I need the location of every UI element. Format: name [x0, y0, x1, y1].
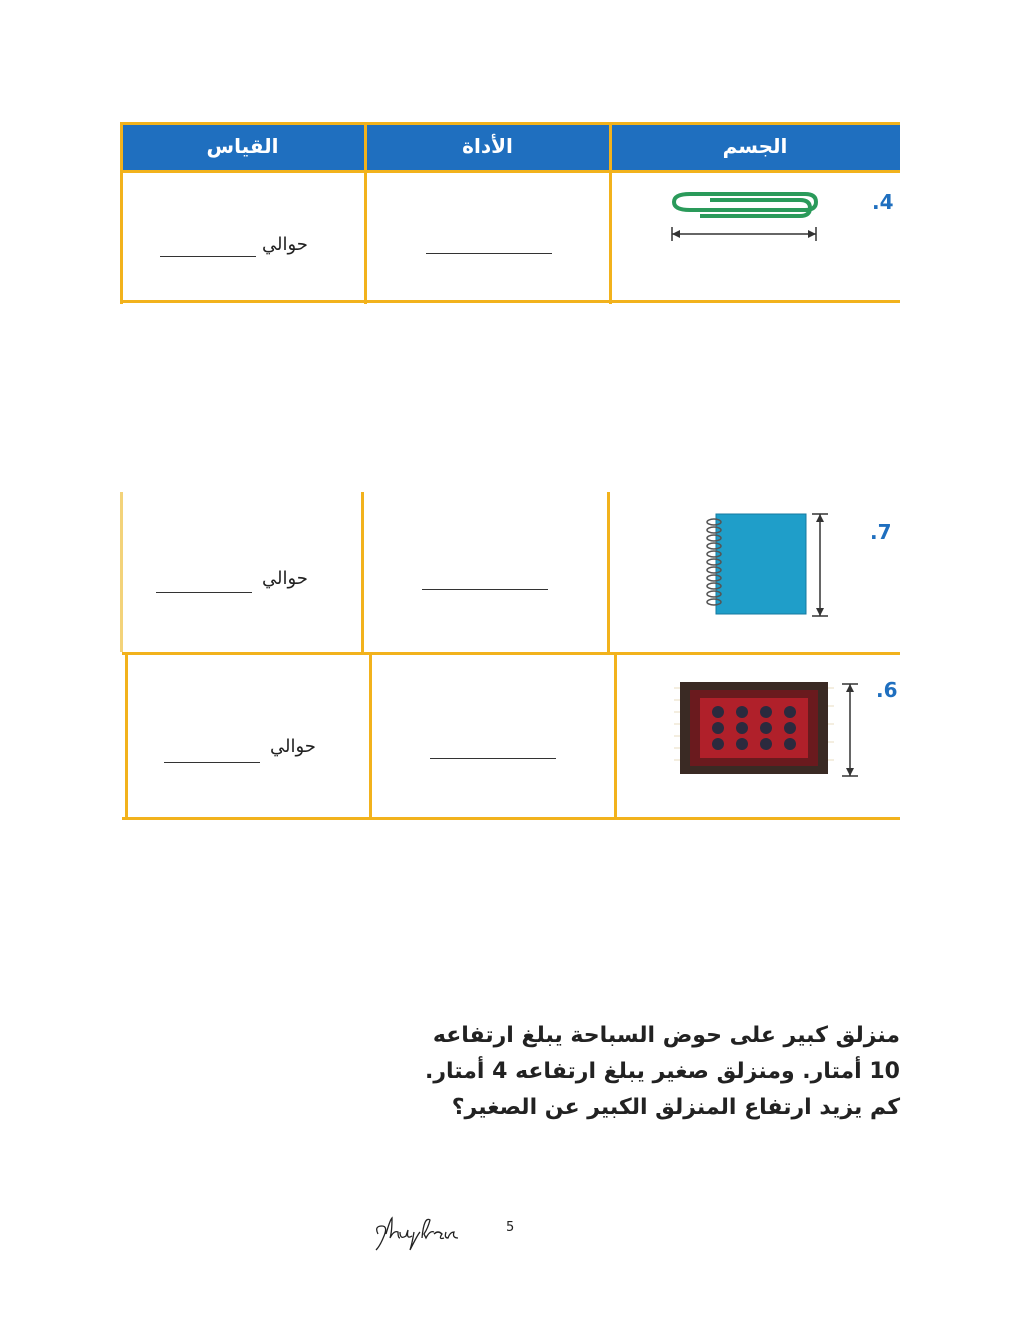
header-measure: القياس — [206, 134, 279, 158]
paperclip-icon — [660, 188, 820, 248]
grid-line — [361, 492, 364, 652]
problem-line: 10 أمتار. ومنزلق صغير يبلغ ارتفاعه 4 أمتار. — [425, 1059, 900, 1084]
grid-line — [614, 652, 617, 820]
measure-answer-blank[interactable] — [156, 592, 252, 593]
problem-line: منزلق كبير على حوض السباحة يبلغ ارتفاعه — [432, 1023, 900, 1048]
grid-line — [125, 652, 128, 820]
row-number: .4 — [872, 190, 894, 214]
grid-line — [120, 122, 900, 125]
measurement-table-top — [120, 122, 900, 304]
tool-answer-blank[interactable] — [422, 589, 548, 590]
signature-ghufran — [372, 1212, 482, 1252]
grid-line — [607, 492, 610, 652]
measure-answer-blank[interactable] — [164, 762, 260, 763]
header-tool: الأداة — [462, 134, 513, 158]
row-number: .6 — [876, 678, 898, 702]
grid-line — [120, 492, 123, 652]
grid-line — [609, 122, 612, 304]
grid-line — [120, 122, 123, 304]
measurement-table-row-6 — [122, 652, 900, 820]
problem-line: كم يزيد ارتفاع المنزلق الكبير عن الصغير؟ — [451, 1095, 900, 1120]
grid-line — [364, 122, 367, 304]
grid-line — [120, 300, 900, 303]
grid-line — [120, 170, 900, 173]
measurement-table-row-7 — [120, 492, 900, 652]
grid-line — [369, 652, 372, 820]
notebook-icon — [702, 508, 832, 624]
approx-label: حوالي — [270, 736, 316, 757]
rug-icon — [668, 676, 868, 782]
header-object: الجسم — [722, 134, 788, 158]
grid-line — [122, 652, 900, 655]
grid-line — [122, 817, 900, 820]
tool-answer-blank[interactable] — [426, 253, 552, 254]
word-problem — [380, 1018, 900, 1126]
row-number: .7 — [870, 520, 892, 544]
page-number: 5 — [506, 1220, 515, 1235]
approx-label: حوالي — [262, 568, 308, 589]
measure-answer-blank[interactable] — [160, 256, 256, 257]
table-header — [120, 122, 900, 170]
tool-answer-blank[interactable] — [430, 758, 556, 759]
approx-label: حوالي — [262, 234, 308, 255]
